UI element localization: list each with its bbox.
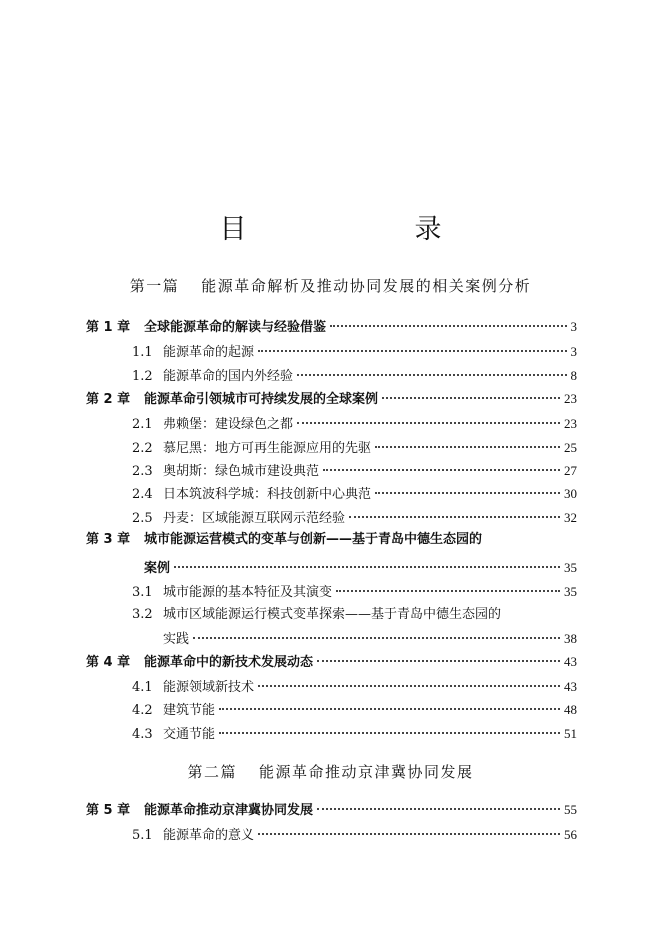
page-number: 35 [564, 560, 577, 575]
section-number: 5.1 [132, 828, 153, 843]
chapter-number: 第 4 章 [86, 655, 131, 670]
chapter-title-line-1: 城市能源运营模式的变革与创新——基于青岛中德生态园的 [144, 532, 483, 547]
part-number: 第一篇 [129, 277, 180, 295]
leader-dots [375, 492, 560, 494]
part-heading [0, 276, 661, 296]
page-number: 30 [564, 486, 577, 501]
section-number: 4.1 [132, 680, 153, 695]
chapter-number: 第 2 章 [86, 392, 131, 407]
chapter-number: 第 5 章 [86, 803, 131, 818]
leader-dots [349, 516, 560, 518]
leader-dots [330, 325, 566, 327]
leader-dots [375, 446, 560, 448]
page-number: 56 [564, 827, 577, 842]
leader-dots [258, 833, 560, 835]
section-number: 4.3 [132, 727, 153, 742]
section-number: 2.1 [132, 417, 153, 432]
toc-section-2-4[interactable] [132, 484, 577, 504]
section-number: 2.4 [132, 487, 153, 502]
leader-dots [193, 637, 560, 639]
page-number: 35 [564, 584, 577, 599]
chapter-number: 第 3 章 [86, 532, 131, 547]
toc-section-1-1[interactable] [132, 342, 577, 362]
section-title: 能源革命的意义 [163, 828, 255, 843]
leader-dots [219, 732, 560, 734]
section-title-line-2: 实践 [163, 632, 190, 647]
chapter-title: 能源革命中的新技术发展动态 [144, 655, 314, 670]
toc-chapter-3-continued[interactable] [144, 558, 577, 578]
chapter-title: 全球能源革命的解读与经验借鉴 [144, 320, 327, 335]
leader-dots [317, 808, 560, 810]
section-title: 能源领域新技术 [163, 680, 255, 695]
page-number: 25 [564, 440, 577, 455]
leader-dots [297, 422, 560, 424]
leader-dots [174, 566, 560, 568]
section-number: 1.2 [132, 369, 153, 384]
section-title: 能源革命的起源 [163, 345, 255, 360]
chapter-title: 能源革命推动京津冀协同发展 [144, 803, 314, 818]
toc-chapter-5[interactable] [86, 800, 577, 820]
section-number: 4.2 [132, 703, 153, 718]
section-title: 城市能源的基本特征及其演变 [163, 585, 333, 600]
toc-chapter-4[interactable] [86, 652, 577, 672]
section-title-line-1: 城市区域能源运行模式变革探索——基于青岛中德生态园的 [163, 607, 502, 622]
part-title: 能源革命解析及推动协同发展的相关案例分析 [201, 277, 532, 295]
toc-section-2-1[interactable] [132, 414, 577, 434]
page-title: 目 录 [219, 214, 480, 245]
page-number: 3 [570, 319, 577, 334]
page-number: 27 [564, 463, 577, 478]
section-title: 丹麦：区域能源互联网示范经验 [163, 511, 346, 526]
toc-section-3-2-continued[interactable] [163, 629, 577, 649]
section-number: 3.2 [132, 607, 153, 622]
leader-dots [382, 397, 560, 399]
leader-dots [336, 590, 560, 592]
page-number: 51 [564, 726, 577, 741]
page-number: 48 [564, 702, 577, 717]
page-number: 55 [564, 802, 577, 817]
toc-section-4-2[interactable] [132, 700, 577, 720]
toc-section-2-5[interactable] [132, 508, 577, 528]
section-number: 2.2 [132, 441, 153, 456]
section-number: 3.1 [132, 585, 153, 600]
toc-chapter-1[interactable] [86, 317, 577, 337]
chapter-title-line-2: 案例 [144, 561, 171, 576]
toc-section-5-1[interactable] [132, 825, 577, 845]
leader-dots [317, 660, 560, 662]
section-number: 1.1 [132, 345, 153, 360]
toc-section-4-1[interactable] [132, 677, 577, 697]
part-title: 能源革命推动京津冀协同发展 [259, 763, 474, 781]
chapter-title: 能源革命引领城市可持续发展的全球案例 [144, 392, 379, 407]
toc-chapter-2[interactable] [86, 389, 577, 409]
leader-dots [258, 350, 566, 352]
leader-dots [219, 708, 560, 710]
toc-section-2-3[interactable] [132, 461, 577, 481]
page-number: 8 [570, 368, 577, 383]
toc-chapter-3[interactable] [86, 530, 577, 550]
toc-section-2-2[interactable] [132, 438, 577, 458]
section-title: 交通节能 [163, 727, 216, 742]
section-title: 弗赖堡：建设绿色之都 [163, 417, 294, 432]
page-number: 43 [564, 679, 577, 694]
leader-dots [323, 469, 560, 471]
page-number: 23 [564, 416, 577, 431]
page-number: 43 [564, 654, 577, 669]
toc-section-3-1[interactable] [132, 582, 577, 602]
section-title: 奥胡斯：绿色城市建设典范 [163, 464, 320, 479]
section-title: 日本筑波科学城：科技创新中心典范 [163, 487, 372, 502]
page-number: 3 [570, 344, 577, 359]
page-number: 32 [564, 510, 577, 525]
part-heading [0, 762, 661, 782]
section-number: 2.3 [132, 464, 153, 479]
leader-dots [297, 374, 566, 376]
page-number: 38 [564, 631, 577, 646]
section-title: 建筑节能 [163, 703, 216, 718]
toc-section-4-3[interactable] [132, 724, 577, 744]
page-number: 23 [564, 391, 577, 406]
section-title: 能源革命的国内外经验 [163, 369, 294, 384]
part-number: 第二篇 [187, 763, 237, 781]
chapter-number: 第 1 章 [86, 320, 131, 335]
toc-section-3-2[interactable] [132, 605, 577, 625]
section-number: 2.5 [132, 511, 153, 526]
leader-dots [258, 685, 560, 687]
section-title: 慕尼黑：地方可再生能源应用的先驱 [163, 441, 372, 456]
toc-section-1-2[interactable] [132, 366, 577, 386]
